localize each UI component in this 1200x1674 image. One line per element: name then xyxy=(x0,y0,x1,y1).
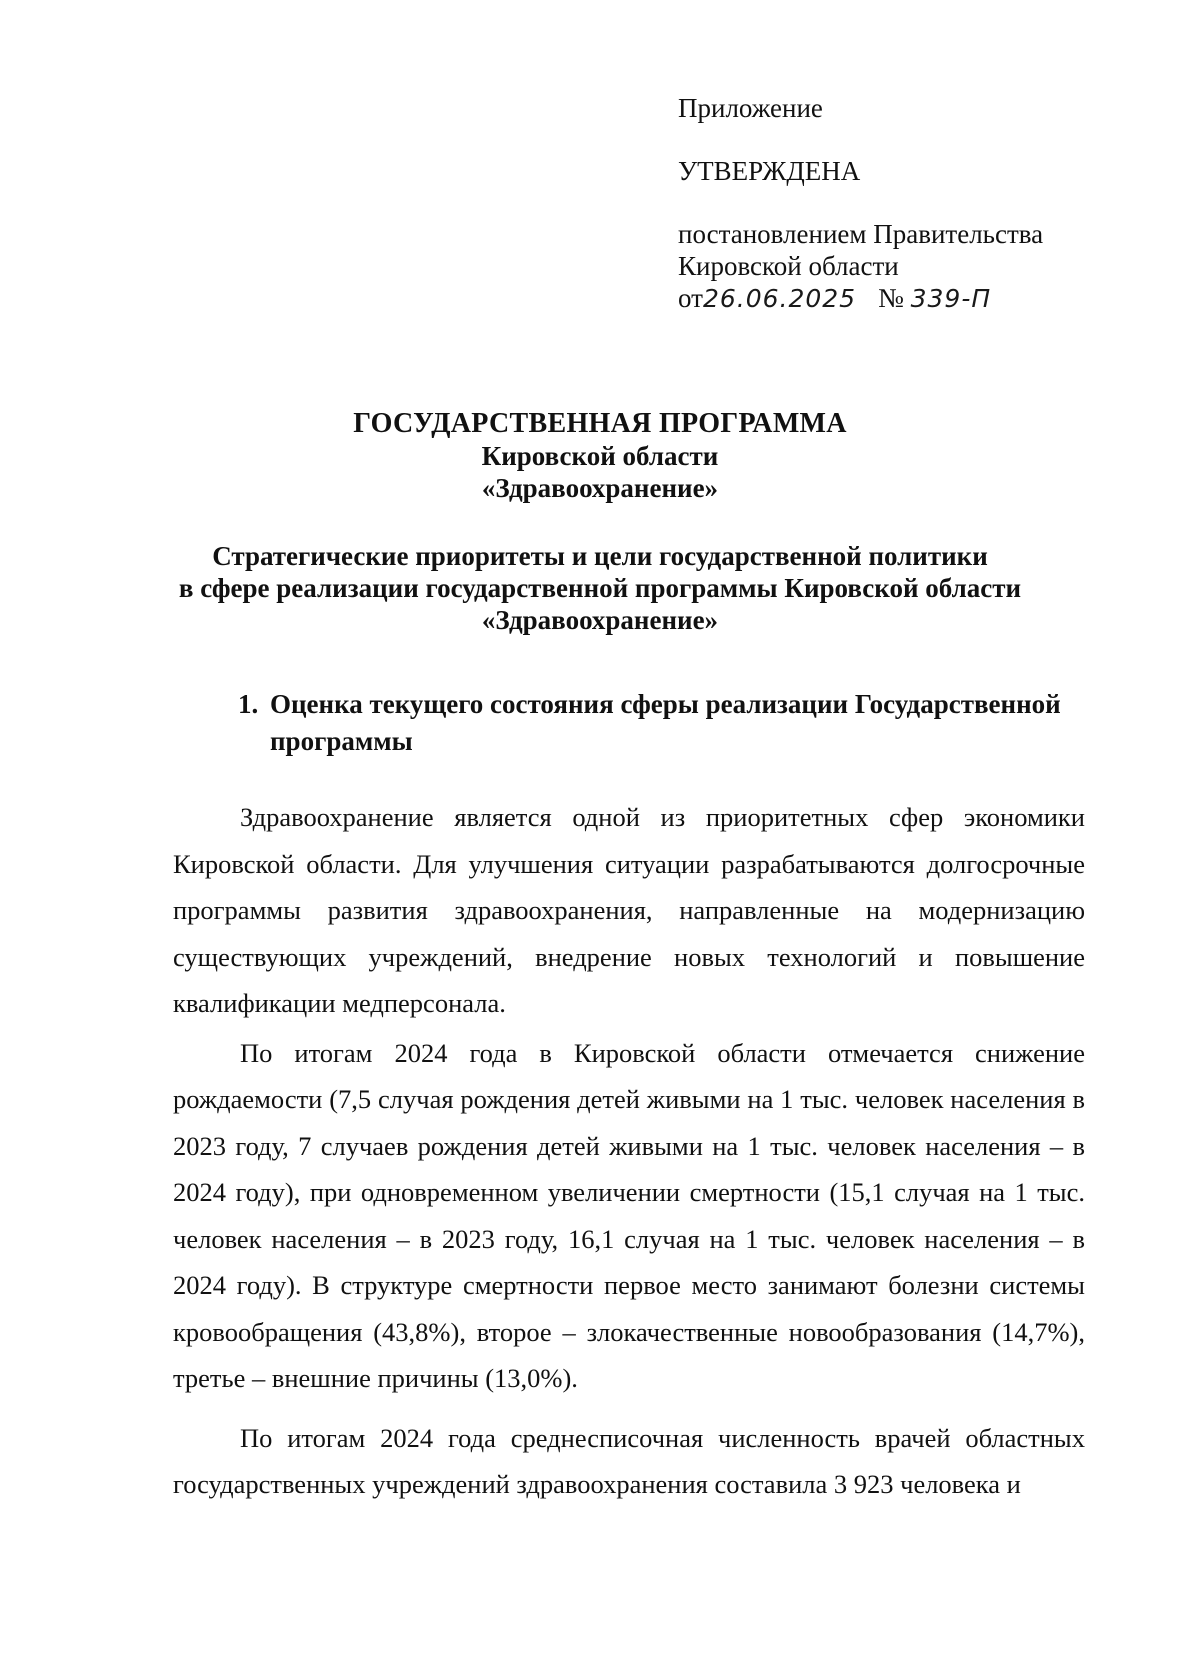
program-title-line-1: ГОСУДАРСТВЕННАЯ ПРОГРАММА xyxy=(353,408,847,439)
handwritten-number: 339-П xyxy=(910,284,992,313)
appendix-label: Приложение xyxy=(678,93,823,123)
paragraph: По итогам 2024 года среднесписочная численность врачей областных государственных учреждений здравоохранения составила 3 923 человека и xyxy=(173,1422,1085,1499)
program-subtitle xyxy=(0,540,1200,636)
program-subtitle-line-3: «Здравоохранение» xyxy=(481,605,719,635)
handwritten-date: 26.06.2025 xyxy=(702,284,857,313)
program-title xyxy=(0,408,1200,504)
number-sign: № xyxy=(878,283,904,313)
decree-line-1: постановлением Правительства xyxy=(678,219,1044,249)
paragraph: Здравоохранение является одной из приоритетных сфер экономики Кировской области. Для улучшения ситуации разрабатываются долгосрочные программы развития здравоохранения, направленные на модернизацию существующих учреждений, внедрение новых технологий и повышение квалификации медперсонала. xyxy=(173,802,1085,1018)
program-title-line-3: «Здравоохранение» xyxy=(481,473,719,503)
paragraph: По итогам 2024 года в Кировской области отмечается снижение рождаемости (7,5 случая рождения детей живыми на 1 тыс. человек населения в 2023 году, 7 случаев рождения детей живыми на 1 тыс. человек населения – в 2024 году), при одновременном увеличении смертности (15,1 случая на 1 тыс. человек населения – в 2023 году, 16,1 случая на 1 тыс. человек населения – в 2024 году). В структуре смертности первое место занимают болезни системы кровообращения (43,8%), второе – злокачественные новообразования (14,7%), третье – внешние причины (13,0%). xyxy=(173,1037,1085,1393)
program-title-line-2: Кировской области xyxy=(481,441,719,471)
section-number: 1. xyxy=(238,689,259,719)
approved-label: УТВЕРЖДЕНА xyxy=(678,156,861,186)
section-heading-line-2: программы xyxy=(270,726,413,756)
body-text xyxy=(173,794,1085,1508)
approval-block xyxy=(678,92,1158,315)
section-heading-line-1: Оценка текущего состояния сферы реализации Государственной xyxy=(270,689,1061,719)
date-prefix: от xyxy=(678,283,703,313)
program-subtitle-line-1: Стратегические приоритеты и цели государственной политики xyxy=(212,541,988,571)
section-heading xyxy=(238,686,1098,760)
decree-date-number xyxy=(678,282,1158,315)
decree-line-2: Кировской области xyxy=(678,251,899,281)
program-subtitle-line-2: в сфере реализации государственной программы Кировской области xyxy=(178,573,1022,603)
